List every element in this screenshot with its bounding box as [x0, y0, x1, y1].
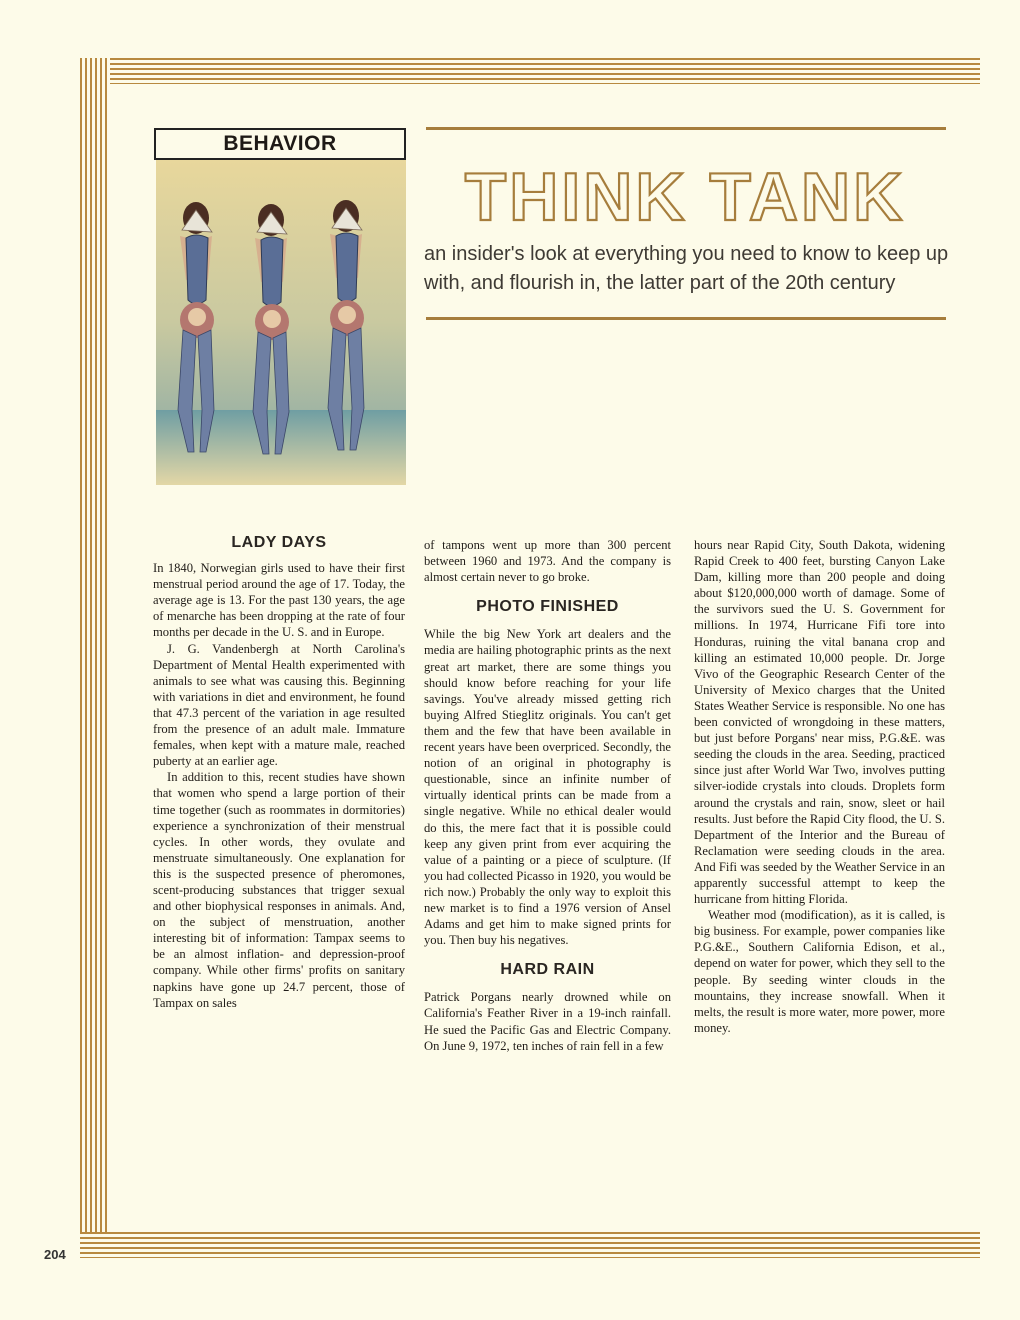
svg-text:THINK TANK: THINK TANK [464, 160, 906, 230]
column-1 [153, 535, 405, 1011]
article-heading-hard-rain: HARD RAIN [500, 961, 595, 979]
column-2 [424, 537, 671, 1054]
page-number: 204 [44, 1247, 66, 1262]
title-wordmark [424, 160, 946, 230]
paragraph: Weather mod (modification), as it is called, is big business. For example, power companies like P.G.&E., Southern California Edison, et al., depend on water for power, which they sell to the people. By seeding winter clouds in the mountains, they increase snowfall. When it melts, the result is more water, more power, more money. [694, 908, 945, 1035]
title-rule-top [426, 127, 946, 130]
article-heading-lady-days: LADY DAYS [231, 534, 327, 551]
paragraph: In addition to this, recent studies have shown that women who spend a large portion of their time together (such as roommates in dormitories) experience a synchronization of their menstrual cycles. In other words, they ovulate and menstruate simultaneously. One explanation for this is the suspected presence of pheromones, scent-producing substances that trigger sexual and other biophysical responses in animals. And, on the subject of menstruation, another interesting bit of information: Tampax seems to be an almost inflation- and depression-proof company. While other firms' profits on sanitary napkins have gone up 24.7 percent, those of Tampax on sales [153, 770, 405, 1010]
title-rule-bottom [426, 317, 946, 320]
frame-border-top [80, 58, 980, 84]
frame-border-left [80, 58, 110, 1254]
article-heading-photo-finished: PHOTO FINISHED [476, 598, 619, 616]
illustration-three-women [156, 160, 406, 485]
paragraph-continuation: of tampons went up more than 300 percent between 1960 and 1973. And the company is almost certain never to go broke. [424, 538, 671, 585]
paragraph: Patrick Porgans nearly drowned while on California's Feather River in a 19-inch rainfall. He sued the Pacific Gas and Electric Company. On June 9, 1972, ten inches of rain fell in a few [424, 990, 671, 1053]
paragraph: In 1840, Norwegian girls used to have their first menstrual period around the age of 17. Today, the average age is 13. For the past 130 years, the age of menarche has been dropping at the rate of four months per decade in the U. S. and in Europe. [153, 561, 405, 640]
column-3 [694, 537, 945, 1036]
section-label-box [154, 128, 406, 160]
subtitle: an insider's look at everything you need to know to keep up with, and flourish in, the latter part of the 20th century [424, 243, 949, 294]
frame-border-bottom [80, 1232, 980, 1258]
paragraph: J. G. Vandenbergh at North Carolina's Department of Mental Health experimented with animals to see what was causing this. Beginning with variations in diet and environment, he found that 47.3 percent of the variation in age resulted from the presence of an adult male. Immature females, when kept with a mature male, reached puberty at an earlier age. [153, 641, 405, 769]
paragraph: While the big New York art dealers and the media are hailing photographic prints as the next great art market, there are some things you should know before reaching for your life savings. You've already missed getting rich buying Alfred Stieglitz originals. You can't get them and the few that have been available in recent years have been overpriced. Secondly, the notion of an original in photography is questionable, since an infinite number of virtually identical prints can be made from a single negative. While no ethical dealer would do this, the mere fact that it is possible could keep any given print from ever acquiring the value of a painting or a piece of sculpture. (If you had collected Picasso in 1920, you would be rich now.) Probably the only way to exploit this new market is to find a 1976 version of Ansel Adams and get him to make signed prints for you. Then buy his negatives. [424, 627, 671, 948]
paragraph: hours near Rapid City, South Dakota, widening Rapid Creek to 400 feet, bursting Canyon Lake Dam, killing more than 200 people and doing about $120,000,000 worth of damage. Some of the survivors sued the U. S. Government for millions. In 1974, Hurricane Fifi tore into Honduras, ruining the vital banana crop and killing an estimated 10,000 people. Dr. Jorge Vivo of the Geographic Research Center of the University of Mexico charges that the United States Weather Service is responsible. No one has been convicted of wrongdoing in these matters, but just before Porgans' near miss, P.G.&E. was seeding the clouds in the area. Seeding, practiced since just after World War Two, involves putting silver-iodide crystals into clouds. Droplets form around the crystals and rain, snow, sleet or hail results. Just before the Rapid City flood, the U. S. Department of the Interior and the Bureau of Reclamation were seeding clouds in the area. And Fifi was seeded by the Weather Service in an apparently successful attempt to keep the hurricane from hitting Florida. [694, 538, 945, 907]
section-label: BEHAVIOR [223, 132, 337, 155]
